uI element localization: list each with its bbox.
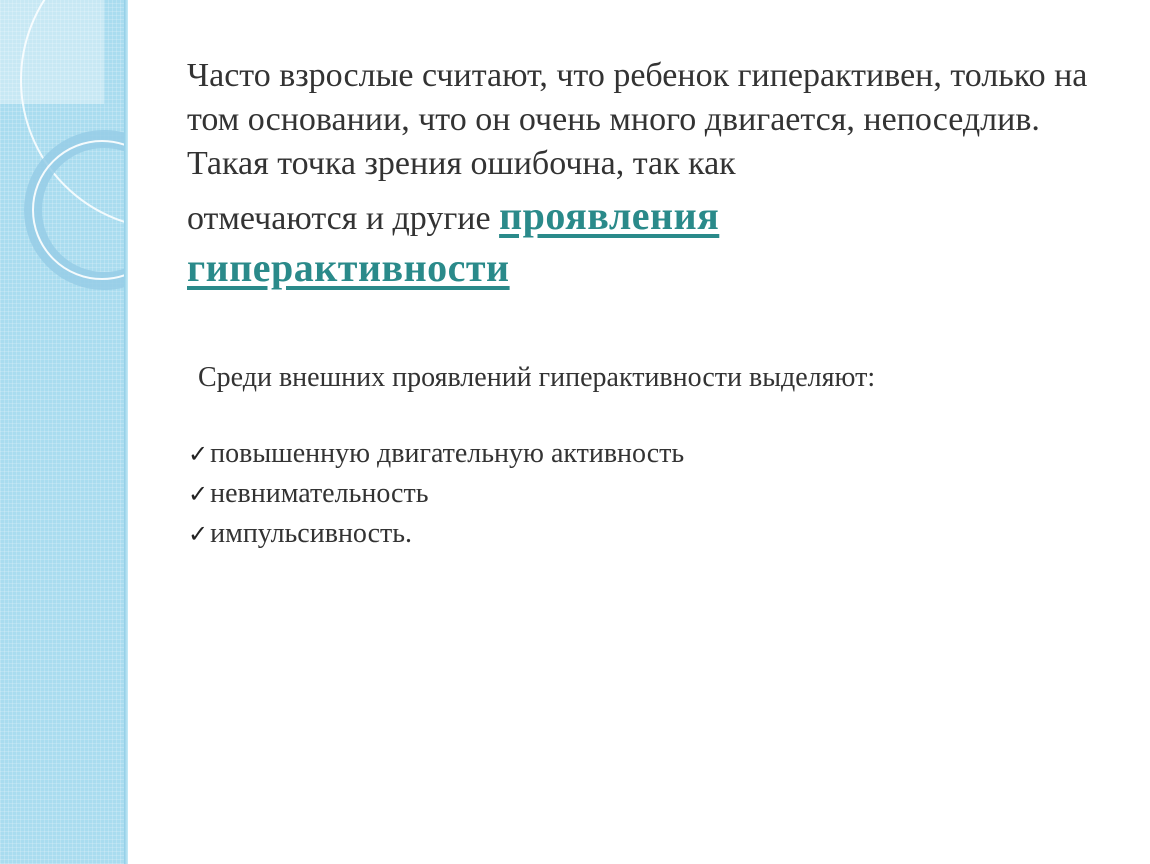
check-icon: ✓ (188, 520, 209, 548)
list-item-text: повышенную двигательную активность (210, 438, 685, 469)
intro-tail: отмечаются и другие (187, 200, 491, 237)
sidebar-edge (124, 0, 128, 864)
decorative-sidebar (0, 0, 124, 864)
check-icon: ✓ (188, 440, 209, 468)
slide-content (187, 54, 1117, 294)
list-lead: Среди внешних проявлений гиперактивности выделяют: (198, 362, 876, 393)
check-icon: ✓ (188, 480, 209, 508)
list-item (188, 474, 1088, 514)
highlight-link-2[interactable]: гиперактивности (187, 245, 510, 290)
manifestations-list-block (188, 360, 1098, 554)
list-item (188, 434, 1088, 474)
highlight-link-1[interactable]: проявления (499, 193, 720, 238)
manifestations-list (188, 434, 1088, 554)
intro-paragraph (187, 54, 1117, 294)
intro-text: Часто взрослые считают, что ребенок гиперактивен, только на том основании, что он очень много двигается, непоседлив. Такая точка зрения ошибочна, так как (187, 57, 1088, 182)
list-item (188, 514, 1088, 554)
list-item-text: невнимательность (210, 478, 429, 509)
intro-last-line (187, 190, 1117, 242)
list-item-text: импульсивность. (210, 518, 413, 549)
